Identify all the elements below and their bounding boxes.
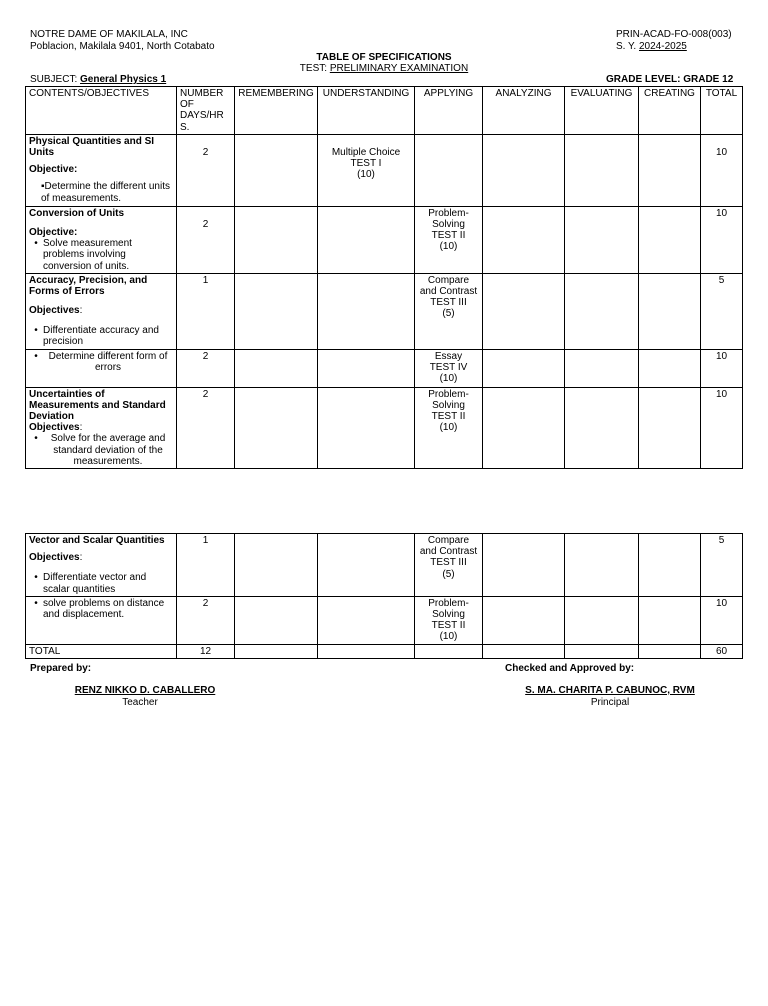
totals-total: 60 bbox=[701, 644, 743, 658]
applying-cell: Compare and Contrast TEST III (5) bbox=[415, 273, 483, 349]
days-cell: 1 bbox=[177, 273, 235, 349]
objective-bullet: • Differentiate vector and scalar quantities bbox=[34, 572, 147, 595]
empty-cell bbox=[483, 596, 565, 644]
col-header: APPLYING bbox=[415, 87, 483, 135]
objective-bullet: • Differentiate accuracy and precision bbox=[34, 325, 159, 348]
table-row bbox=[26, 206, 743, 273]
empty-cell bbox=[483, 349, 565, 387]
empty-cell bbox=[235, 596, 318, 644]
empty-cell bbox=[565, 644, 639, 658]
empty-cell bbox=[639, 644, 701, 658]
objective-label: Objective: bbox=[29, 226, 78, 238]
empty-cell bbox=[483, 644, 565, 658]
empty-cell bbox=[318, 387, 415, 468]
table-row bbox=[26, 134, 743, 206]
subject-value: General Physics 1 bbox=[80, 74, 167, 85]
days-cell: 2 bbox=[177, 134, 235, 206]
content-cell bbox=[26, 206, 177, 273]
table-header-row bbox=[26, 87, 743, 135]
objective-bullet: • Solve for the average and standard deviation of the measurements. bbox=[34, 433, 166, 467]
empty-cell bbox=[483, 273, 565, 349]
empty-cell bbox=[483, 134, 565, 206]
col-header: CREATING bbox=[639, 87, 701, 135]
empty-cell bbox=[415, 644, 483, 658]
empty-cell bbox=[639, 534, 701, 597]
table-row bbox=[26, 349, 743, 387]
table-row bbox=[26, 273, 743, 349]
empty-cell bbox=[639, 206, 701, 273]
col-header: EVALUATING bbox=[565, 87, 639, 135]
prepared-name: RENZ NIKKO D. CABALLERO bbox=[74, 685, 216, 696]
empty-cell bbox=[235, 644, 318, 658]
topic-title: Conversion of Units bbox=[29, 207, 125, 219]
total-cell: 10 bbox=[701, 134, 743, 206]
objective-label: Objectives: bbox=[29, 305, 83, 317]
days-cell: 2 bbox=[177, 596, 235, 644]
total-cell: 5 bbox=[701, 534, 743, 597]
empty-cell bbox=[565, 273, 639, 349]
empty-cell bbox=[235, 273, 318, 349]
empty-cell bbox=[565, 387, 639, 468]
col-header: ANALYZING bbox=[483, 87, 565, 135]
topic-title: Physical Quantities and SI Units bbox=[29, 135, 155, 158]
empty-cell bbox=[639, 349, 701, 387]
objective-label: Objective: bbox=[29, 164, 78, 176]
applying-cell: Problem- Solving TEST II (10) bbox=[415, 387, 483, 468]
subject-line bbox=[30, 74, 166, 85]
empty-cell bbox=[639, 273, 701, 349]
approved-label: Checked and Approved by: bbox=[505, 663, 635, 674]
table-row bbox=[26, 387, 743, 468]
empty-cell bbox=[415, 134, 483, 206]
total-cell: 10 bbox=[701, 206, 743, 273]
approved-role: Principal bbox=[590, 697, 630, 708]
empty-cell bbox=[318, 349, 415, 387]
applying-cell: Problem- Solving TEST II (10) bbox=[415, 596, 483, 644]
grade-value: GRADE 12 bbox=[683, 74, 734, 85]
empty-cell bbox=[565, 206, 639, 273]
empty-cell bbox=[483, 387, 565, 468]
empty-cell bbox=[483, 206, 565, 273]
empty-cell bbox=[318, 534, 415, 597]
empty-cell bbox=[235, 534, 318, 597]
applying-cell: Problem- Solving TEST II (10) bbox=[415, 206, 483, 273]
col-header: REMEMBERING bbox=[235, 87, 318, 135]
objective-bullet: • Solve measurement problems involving conversion of units. bbox=[34, 238, 132, 272]
days-cell: 2 bbox=[177, 387, 235, 468]
doc-title: TABLE OF SPECIFICATIONS bbox=[316, 52, 452, 63]
objective-label: Objectives: bbox=[29, 552, 83, 564]
test-value: PRELIMINARY EXAMINATION bbox=[329, 63, 469, 74]
total-cell: 10 bbox=[701, 596, 743, 644]
empty-cell bbox=[565, 534, 639, 597]
objective-bullet: • Determine different form of errors bbox=[34, 350, 168, 373]
test-line bbox=[0, 63, 768, 74]
understanding-cell: Multiple Choice TEST I (10) bbox=[318, 134, 415, 206]
table-row bbox=[26, 534, 743, 597]
topic-title: Vector and Scalar Quantities bbox=[29, 535, 165, 546]
spec-table bbox=[25, 86, 743, 469]
content-cell bbox=[26, 534, 177, 597]
grade-label: GRADE LEVEL: bbox=[606, 74, 681, 85]
totals-row bbox=[26, 644, 743, 658]
objective-bullet: • solve problems on distance and displacement. bbox=[34, 597, 165, 620]
org-address: Poblacion, Makilala 9401, North Cotabato bbox=[30, 41, 215, 52]
school-year bbox=[616, 41, 687, 52]
totals-label: TOTAL bbox=[26, 644, 177, 658]
empty-cell bbox=[318, 644, 415, 658]
approved-name: S. MA. CHARITA P. CABUNOC, RVM bbox=[525, 685, 695, 696]
totals-days: 12 bbox=[177, 644, 235, 658]
col-header: UNDERSTANDING bbox=[318, 87, 415, 135]
table-row bbox=[26, 596, 743, 644]
days-cell: 1 bbox=[177, 534, 235, 597]
empty-cell bbox=[565, 349, 639, 387]
topic-title: Accuracy, Precision, and Forms of Errors bbox=[29, 274, 148, 297]
test-label: TEST: bbox=[299, 63, 328, 74]
content-cell bbox=[26, 273, 177, 349]
col-header: CONTENTS/OBJECTIVES bbox=[26, 87, 177, 135]
content-cell bbox=[26, 387, 177, 468]
empty-cell bbox=[318, 206, 415, 273]
empty-cell bbox=[318, 273, 415, 349]
grade-line bbox=[606, 74, 733, 85]
prepared-label: Prepared by: bbox=[30, 663, 92, 674]
empty-cell bbox=[235, 387, 318, 468]
applying-cell: Essay TEST IV (10) bbox=[415, 349, 483, 387]
empty-cell bbox=[235, 134, 318, 206]
objective-bullet: ▪Determine the different units of measurements. bbox=[41, 181, 170, 204]
empty-cell bbox=[483, 534, 565, 597]
form-code: PRIN-ACAD-FO-008(003) bbox=[616, 29, 732, 40]
sy-value: 2024-2025 bbox=[639, 41, 687, 52]
prepared-role: Teacher bbox=[122, 697, 158, 708]
subject-label: SUBJECT: bbox=[30, 74, 78, 85]
total-cell: 5 bbox=[701, 273, 743, 349]
content-cell bbox=[26, 349, 177, 387]
col-header: TOTAL bbox=[701, 87, 743, 135]
sy-label: S. Y. bbox=[616, 41, 637, 52]
total-cell: 10 bbox=[701, 349, 743, 387]
empty-cell bbox=[565, 134, 639, 206]
empty-cell bbox=[235, 349, 318, 387]
total-cell: 10 bbox=[701, 387, 743, 468]
empty-cell bbox=[639, 134, 701, 206]
days-cell: 2 bbox=[177, 206, 235, 273]
org-name: NOTRE DAME OF MAKILALA, INC bbox=[30, 29, 188, 40]
empty-cell bbox=[639, 596, 701, 644]
empty-cell bbox=[639, 387, 701, 468]
empty-cell bbox=[565, 596, 639, 644]
spec-table-continued bbox=[25, 533, 743, 659]
days-cell: 2 bbox=[177, 349, 235, 387]
empty-cell bbox=[235, 206, 318, 273]
content-cell bbox=[26, 596, 177, 644]
topic-title: Uncertainties of Measurements and Standard Deviation bbox=[29, 388, 166, 422]
applying-cell: Compare and Contrast TEST III (5) bbox=[415, 534, 483, 597]
objective-label: Objectives: bbox=[29, 422, 83, 434]
empty-cell bbox=[318, 596, 415, 644]
col-header: NUMBER OF DAYS/HR S. bbox=[177, 87, 235, 135]
content-cell bbox=[26, 134, 177, 206]
